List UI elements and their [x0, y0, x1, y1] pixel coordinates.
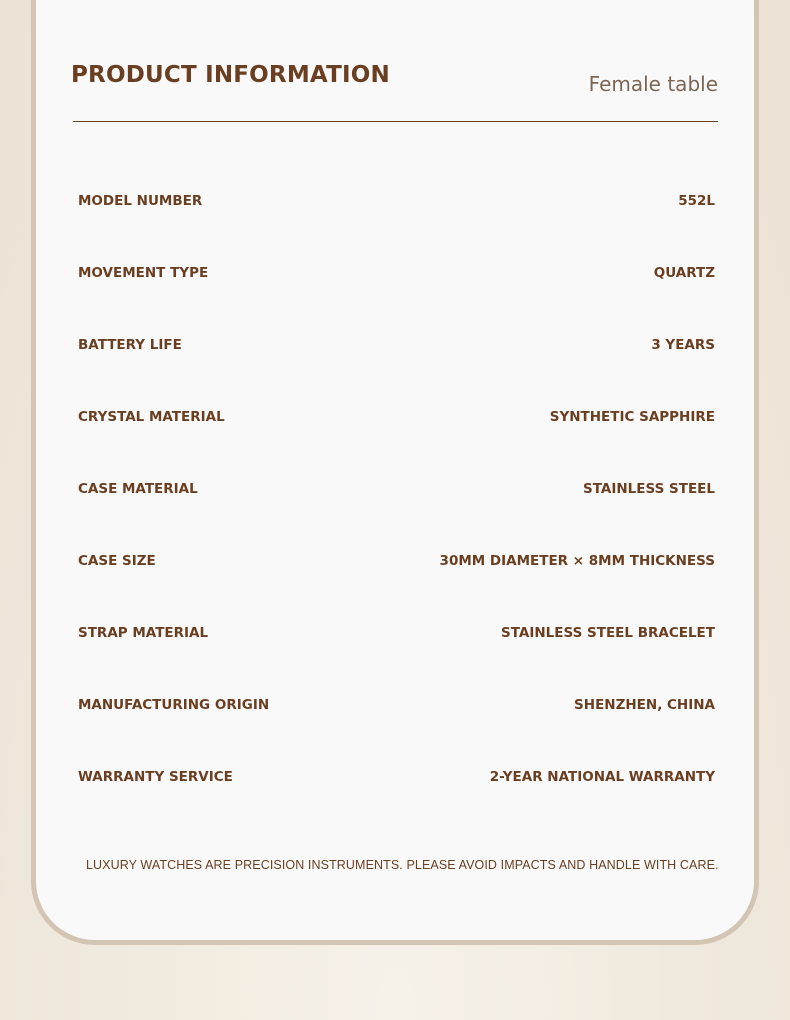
spec-row-model-number: [78, 165, 715, 237]
spec-row-case-size: [78, 525, 715, 597]
spec-value: 3 YEARS: [651, 337, 715, 353]
spec-value: SYNTHETIC SAPPHIRE: [549, 409, 715, 425]
spec-list: [78, 165, 715, 813]
header: [71, 62, 718, 102]
header-divider: [73, 121, 718, 122]
care-notice: LUXURY WATCHES ARE PRECISION INSTRUMENTS. PLEASE AVOID IMPACTS AND HANDLE WITH CARE.: [86, 858, 719, 872]
spec-row-crystal-material: [78, 381, 715, 453]
spec-value: 2-YEAR NATIONAL WARRANTY: [489, 769, 715, 785]
page-subtitle: Female table: [588, 72, 718, 96]
spec-label: STRAP MATERIAL: [78, 625, 209, 641]
spec-row-movement-type: [78, 237, 715, 309]
spec-value: SHENZHEN, CHINA: [574, 697, 715, 713]
spec-label: CASE SIZE: [78, 553, 156, 569]
spec-row-strap-material: [78, 597, 715, 669]
spec-value: STAINLESS STEEL: [583, 481, 715, 497]
spec-label: CRYSTAL MATERIAL: [78, 409, 225, 425]
page-title: PRODUCT INFORMATION: [71, 62, 390, 88]
spec-label: CASE MATERIAL: [78, 481, 198, 497]
spec-label: BATTERY LIFE: [78, 337, 182, 353]
spec-label: MODEL NUMBER: [78, 193, 203, 209]
spec-label: WARRANTY SERVICE: [78, 769, 233, 785]
spec-value: 552L: [678, 193, 715, 209]
spec-value: STAINLESS STEEL BRACELET: [501, 625, 715, 641]
spec-row-case-material: [78, 453, 715, 525]
spec-row-manufacturing-origin: [78, 669, 715, 741]
spec-row-warranty-service: [78, 741, 715, 813]
spec-value: 30MM DIAMETER × 8MM THICKNESS: [439, 553, 715, 569]
spec-label: MOVEMENT TYPE: [78, 265, 209, 281]
spec-label: MANUFACTURING ORIGIN: [78, 697, 270, 713]
spec-row-battery-life: [78, 309, 715, 381]
spec-value: QUARTZ: [653, 265, 715, 281]
